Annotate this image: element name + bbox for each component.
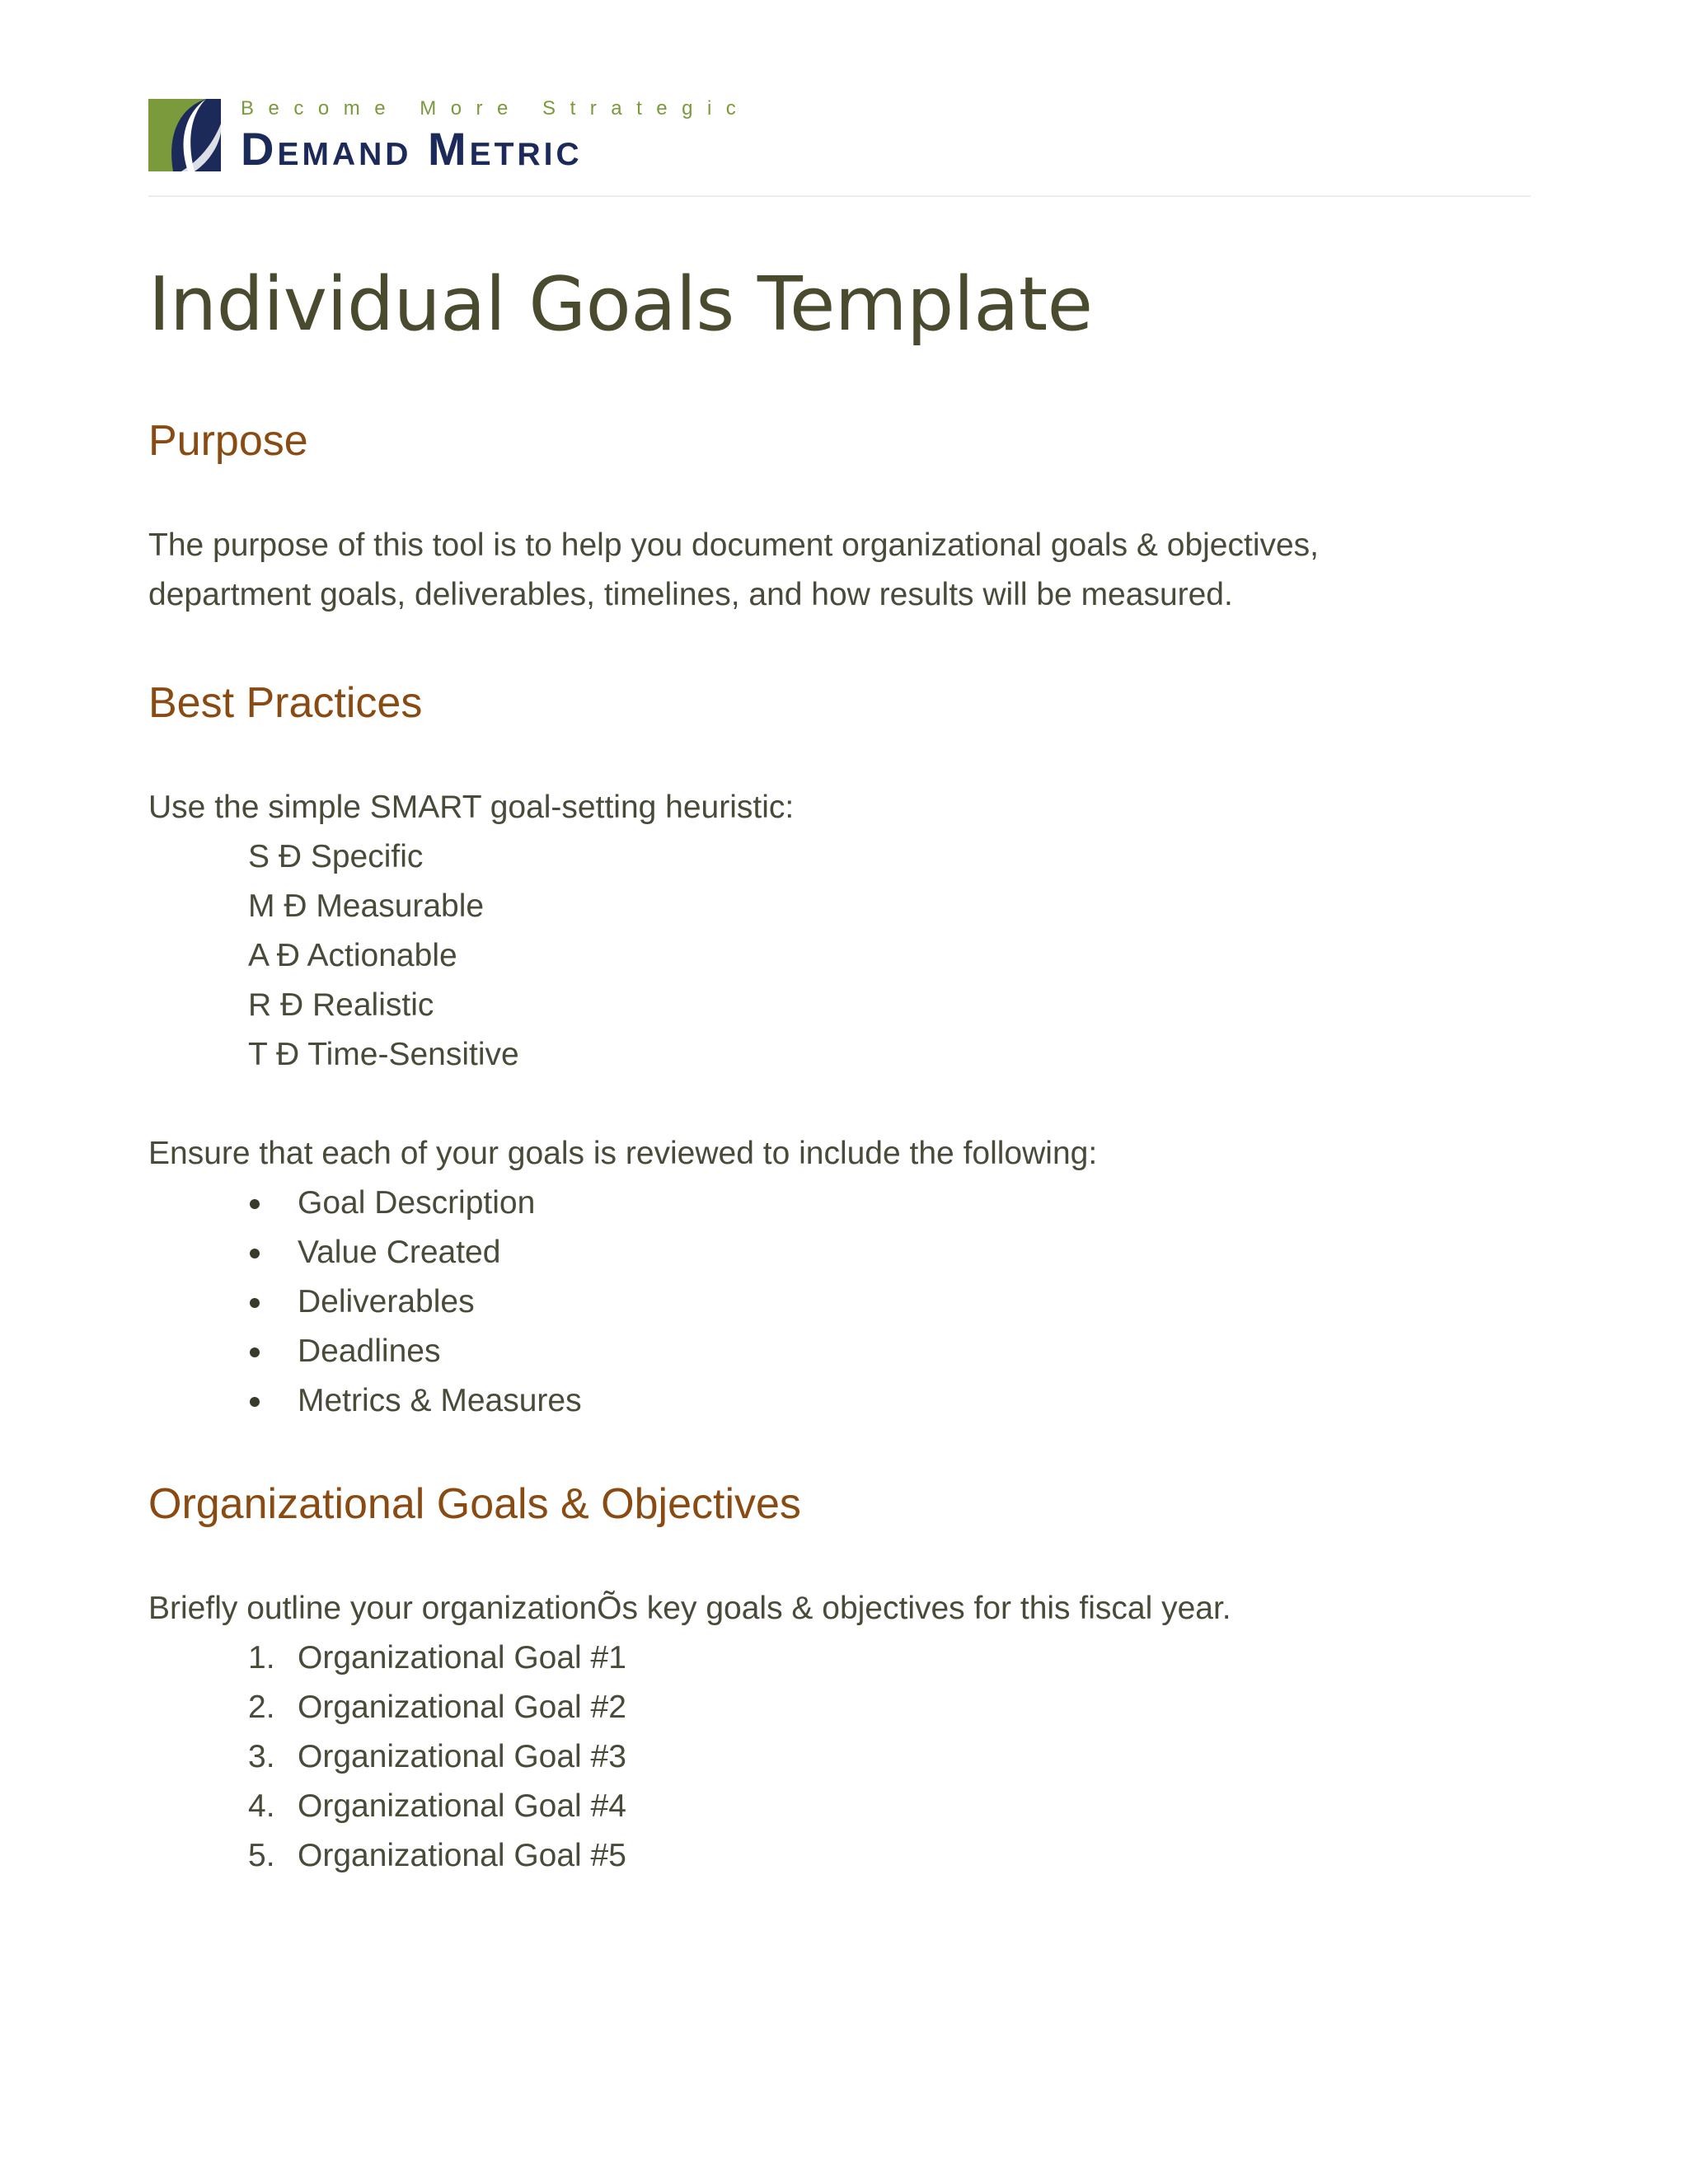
document-body xyxy=(148,247,1540,1881)
purpose-text-line-2: department goals, deliverables, timelines, and how results will be measured. xyxy=(148,577,1233,612)
list-item xyxy=(148,1376,1540,1426)
list-number: 5. xyxy=(248,1838,275,1873)
purpose-text-line-1: The purpose of this tool is to help you document organizational goals & objectives, xyxy=(148,527,1320,563)
bullet-icon xyxy=(250,1199,260,1209)
section-heading-purpose: Purpose xyxy=(148,417,308,465)
list-number: 3. xyxy=(248,1739,275,1774)
page-title: Individual Goals Template xyxy=(148,261,1093,348)
list-item-label: Deliverables xyxy=(298,1284,475,1319)
demand-metric-logo-icon xyxy=(148,99,221,171)
list-number: 4. xyxy=(248,1788,275,1824)
list-item-label: Deadlines xyxy=(298,1333,441,1369)
list-item-label: Organizational Goal #2 xyxy=(298,1690,626,1725)
list-item: M Ð Measurable xyxy=(248,888,485,924)
brand-name: Demand Metric xyxy=(241,123,583,175)
section-heading-best-practices: Best Practices xyxy=(148,679,423,727)
list-item xyxy=(148,1782,1540,1831)
org-goals-list xyxy=(148,1633,1540,1881)
bullet-icon xyxy=(250,1347,260,1357)
list-item xyxy=(148,1831,1540,1881)
list-item: S Ð Specific xyxy=(248,839,424,874)
bullet-icon xyxy=(250,1397,260,1407)
list-item-label: Organizational Goal #3 xyxy=(298,1739,626,1774)
list-item xyxy=(148,1179,1540,1228)
list-item-label: Metrics & Measures xyxy=(298,1383,582,1418)
review-intro: Ensure that each of your goals is reviewed to include the following: xyxy=(148,1136,1098,1171)
org-goals-intro: Briefly outline your organizationÕs key goals & objectives for this fiscal year. xyxy=(148,1591,1231,1626)
smart-list xyxy=(148,832,1540,1080)
list-item-label: Organizational Goal #5 xyxy=(298,1838,626,1873)
list-item xyxy=(148,1228,1540,1277)
list-item-label: Value Created xyxy=(298,1235,501,1270)
list-item: A Ð Actionable xyxy=(248,938,457,973)
bullet-icon xyxy=(250,1298,260,1308)
list-item: R Ð Realistic xyxy=(248,987,434,1023)
list-item: T Ð Time-Sensitive xyxy=(248,1037,519,1072)
list-item-label: Organizational Goal #4 xyxy=(298,1788,626,1824)
list-item-label: Organizational Goal #1 xyxy=(298,1640,626,1675)
list-item-label: Goal Description xyxy=(298,1185,536,1221)
list-item xyxy=(148,1732,1540,1782)
list-item xyxy=(148,1327,1540,1376)
brand-logo xyxy=(148,97,808,180)
review-list xyxy=(148,1179,1540,1426)
section-heading-org-goals: Organizational Goals & Objectives xyxy=(148,1480,801,1528)
list-item xyxy=(148,1683,1540,1732)
smart-intro: Use the simple SMART goal-setting heuristic: xyxy=(148,790,795,825)
list-number: 2. xyxy=(248,1690,275,1725)
list-item xyxy=(148,1633,1540,1683)
brand-tagline: Become More Strategic xyxy=(241,97,751,120)
bullet-icon xyxy=(250,1249,260,1258)
list-number: 1. xyxy=(248,1640,275,1675)
header-divider xyxy=(148,195,1531,197)
list-item xyxy=(148,1277,1540,1327)
